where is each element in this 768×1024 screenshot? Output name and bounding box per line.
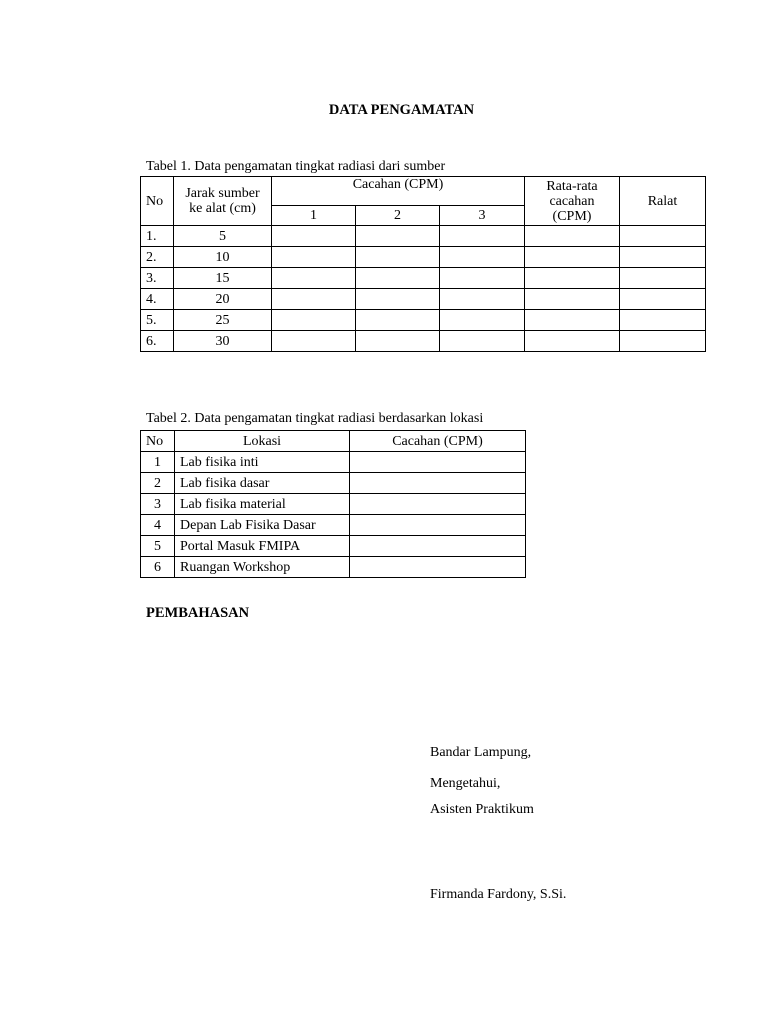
table1-cell-average [525,331,620,352]
table1-cell-distance: 15 [174,268,272,289]
table-row [141,331,706,352]
table1-cell-count3 [440,310,525,331]
table2-cell-count [350,473,526,494]
table-row [141,247,706,268]
table2-cell-location: Portal Masuk FMIPA [175,536,350,557]
table2-cell-location: Lab fisika inti [175,452,350,473]
table-row [141,289,706,310]
table2-header-no: No [141,431,175,452]
section-heading: PEMBAHASAN [146,605,250,621]
table2-cell-location: Lab fisika material [175,494,350,515]
table1-cell-no: 1. [141,226,174,247]
table1-cell-count1 [272,247,356,268]
table1-cell-distance: 5 [174,226,272,247]
table2-cell-count [350,494,526,515]
table2-header-location: Lokasi [175,431,350,452]
table2-cell-no: 1 [141,452,175,473]
table1-header-count: Cacahan (CPM) [272,177,525,206]
table1-cell-count3 [440,247,525,268]
table1-header-sub3: 3 [440,206,525,226]
table1-cell-count3 [440,226,525,247]
table2-cell-count [350,536,526,557]
table1-cell-count2 [356,247,440,268]
table1-cell-error [620,331,706,352]
table2-cell-no: 3 [141,494,175,515]
table1-cell-count2 [356,310,440,331]
table1-cell-count1 [272,310,356,331]
table1-cell-no: 5. [141,310,174,331]
table1-cell-no: 4. [141,289,174,310]
table1-cell-count1 [272,268,356,289]
table1-header-average-line3: (CPM) [552,208,592,224]
table-row [141,494,526,515]
signature-name: Firmanda Fardony, S.Si. [430,887,567,902]
table1-cell-count1 [272,289,356,310]
table2-cell-location: Ruangan Workshop [175,557,350,578]
table1-cell-distance: 20 [174,289,272,310]
table-row [141,226,706,247]
table1-cell-count2 [356,289,440,310]
table1-cell-count1 [272,331,356,352]
table1-cell-distance: 30 [174,331,272,352]
table2-cell-count [350,557,526,578]
table1-header-sub1: 1 [272,206,356,226]
table1-cell-error [620,289,706,310]
table1-cell-error [620,268,706,289]
table2-cell-no: 2 [141,473,175,494]
table1-cell-error [620,310,706,331]
table1-cell-count3 [440,268,525,289]
table-row [141,473,526,494]
table-row [141,310,706,331]
table1-cell-count2 [356,331,440,352]
table2-cell-location: Depan Lab Fisika Dasar [175,515,350,536]
signature-place: Bandar Lampung, [430,745,532,760]
table1-header-distance [174,177,272,226]
table1-cell-error [620,247,706,268]
table1-cell-count2 [356,226,440,247]
table2-cell-count [350,452,526,473]
table2 [140,430,526,578]
table2-header-count: Cacahan (CPM) [350,431,526,452]
table1-header-distance-line1: Jarak sumber [185,186,260,201]
table1-header-distance-line2: ke alat (cm) [189,201,256,216]
table1-cell-average [525,310,620,331]
table1-cell-average [525,247,620,268]
signature-acknowledged: Mengetahui, [430,776,501,791]
table1-cell-error [620,226,706,247]
table1-caption: Tabel 1. Data pengamatan tingkat radiasi dari sumber [146,159,446,174]
table1 [140,176,706,352]
table2-cell-count [350,515,526,536]
table1-cell-count3 [440,331,525,352]
table1-cell-count2 [356,268,440,289]
table1-cell-no: 2. [141,247,174,268]
table1-header-error: Ralat [620,177,706,226]
table1-cell-no: 6. [141,331,174,352]
table2-cell-no: 5 [141,536,175,557]
table1-cell-average [525,268,620,289]
table-row [141,536,526,557]
signature-role: Asisten Praktikum [430,802,534,817]
table1-header-average-line1: Rata-rata [546,178,598,194]
table2-cell-location: Lab fisika dasar [175,473,350,494]
table1-cell-count3 [440,289,525,310]
table1-cell-average [525,289,620,310]
table1-header-no: No [141,177,174,226]
table-row [141,557,526,578]
table2-cell-no: 6 [141,557,175,578]
table1-cell-average [525,226,620,247]
table1-cell-distance: 25 [174,310,272,331]
table-row [141,452,526,473]
table2-cell-no: 4 [141,515,175,536]
table-row [141,515,526,536]
table1-cell-count1 [272,226,356,247]
table1-cell-no: 3. [141,268,174,289]
table1-header-average [525,177,620,226]
table1-header-sub2: 2 [356,206,440,226]
table-row [141,268,706,289]
table1-cell-distance: 10 [174,247,272,268]
document-title: DATA PENGAMATAN [328,102,475,118]
table1-header-average-line2: cacahan [549,193,595,209]
table2-caption: Tabel 2. Data pengamatan tingkat radiasi berdasarkan lokasi [146,411,484,426]
